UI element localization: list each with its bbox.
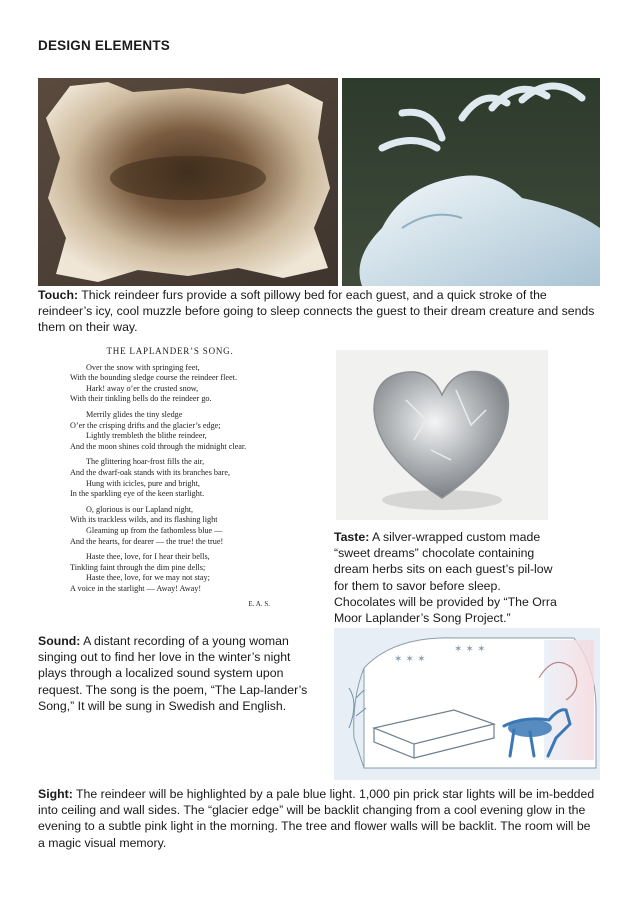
ice-reindeer-sculpture-photo — [342, 78, 600, 286]
touch-text: Thick reindeer furs provide a soft pillowy bed for each guest, and a quick stroke of the reindeer’s icy, cool muzzle before going to sleep connects the guest to their dream creature and sends them on their way. — [38, 288, 595, 335]
laplanders-song-poem — [70, 346, 270, 610]
svg-text:✶ ✶ ✶: ✶ ✶ ✶ — [454, 644, 486, 655]
reindeer-fur-photo — [38, 78, 338, 286]
poem-stanza: O, glorious is our Lapland night, With its trackless wilds, and its flashing light Gleaming up from the fathomless blue — And the hearts, for dearer — the true! the true! — [70, 504, 224, 546]
taste-text: A silver-wrapped custom made “sweet dreams” chocolate containing dream herbs sits on each guest’s pil-low for them to savor before sleep. Chocolates will be provided by “The Orra Moor Laplander’s Song Project.” — [334, 530, 557, 626]
sight-text: The reindeer will be highlighted by a pale blue light. 1,000 pin prick star lights will be im-bedded into ceiling and wall sides. The “glacier edge” will be backlit changing from a cool evening glow in the evening to a subtle pink light in the morning. The tree and flower walls will be backlit. The room will be a magic visual memory. — [38, 787, 595, 850]
sight-label: Sight: — [38, 787, 73, 801]
sound-label: Sound: — [38, 634, 81, 648]
page-heading: DESIGN ELEMENTS — [38, 38, 171, 53]
sight-paragraph — [38, 786, 598, 851]
sound-paragraph — [38, 633, 314, 714]
poem-stanza: Haste thee, love, for I hear their bells, Tinkling faint through the dim pine dells; Haste thee, love, for we may not stay; A voice in the starlight — Away! Away! — [70, 552, 210, 593]
silver-heart-chocolate-photo — [336, 350, 548, 520]
poem-signature: E. A. S. — [248, 600, 270, 609]
poem-stanza: Over the snow with springing feet, With the bounding sledge course the reindeer fleet. Hark! away o’er the crusted snow, With their tinkling bells do the reindeer go. — [70, 362, 237, 404]
poem-stanza: The glittering hoar-frost fills the air, And the dwarf-oak stands with its branches bare, Hung with icicles, pure and bright, In the sparkling eye of the keen starlight. — [70, 457, 231, 499]
touch-label: Touch: — [38, 288, 79, 302]
poem-stanza: Merrily glides the tiny sledge O’er the crisping drifts and the glacier’s edge; Lightly trembleth the blithe reindeer, And the moon shines cold through the midnight clear. — [70, 409, 247, 451]
touch-paragraph — [38, 287, 598, 336]
room-design-sketch — [334, 628, 600, 780]
sound-text: A distant recording of a young woman singing out to find her love in the winter’s night plays through a localized sound system upon request. The song is the poem, “The Lap-lander’s Song,” It will be sung in Swedish and English. — [38, 634, 308, 713]
svg-text:✶ ✶ ✶: ✶ ✶ ✶ — [394, 654, 426, 665]
taste-paragraph — [334, 529, 560, 626]
poem-title: THE LAPLANDER’S SONG. — [106, 346, 234, 356]
taste-label: Taste: — [334, 530, 370, 544]
